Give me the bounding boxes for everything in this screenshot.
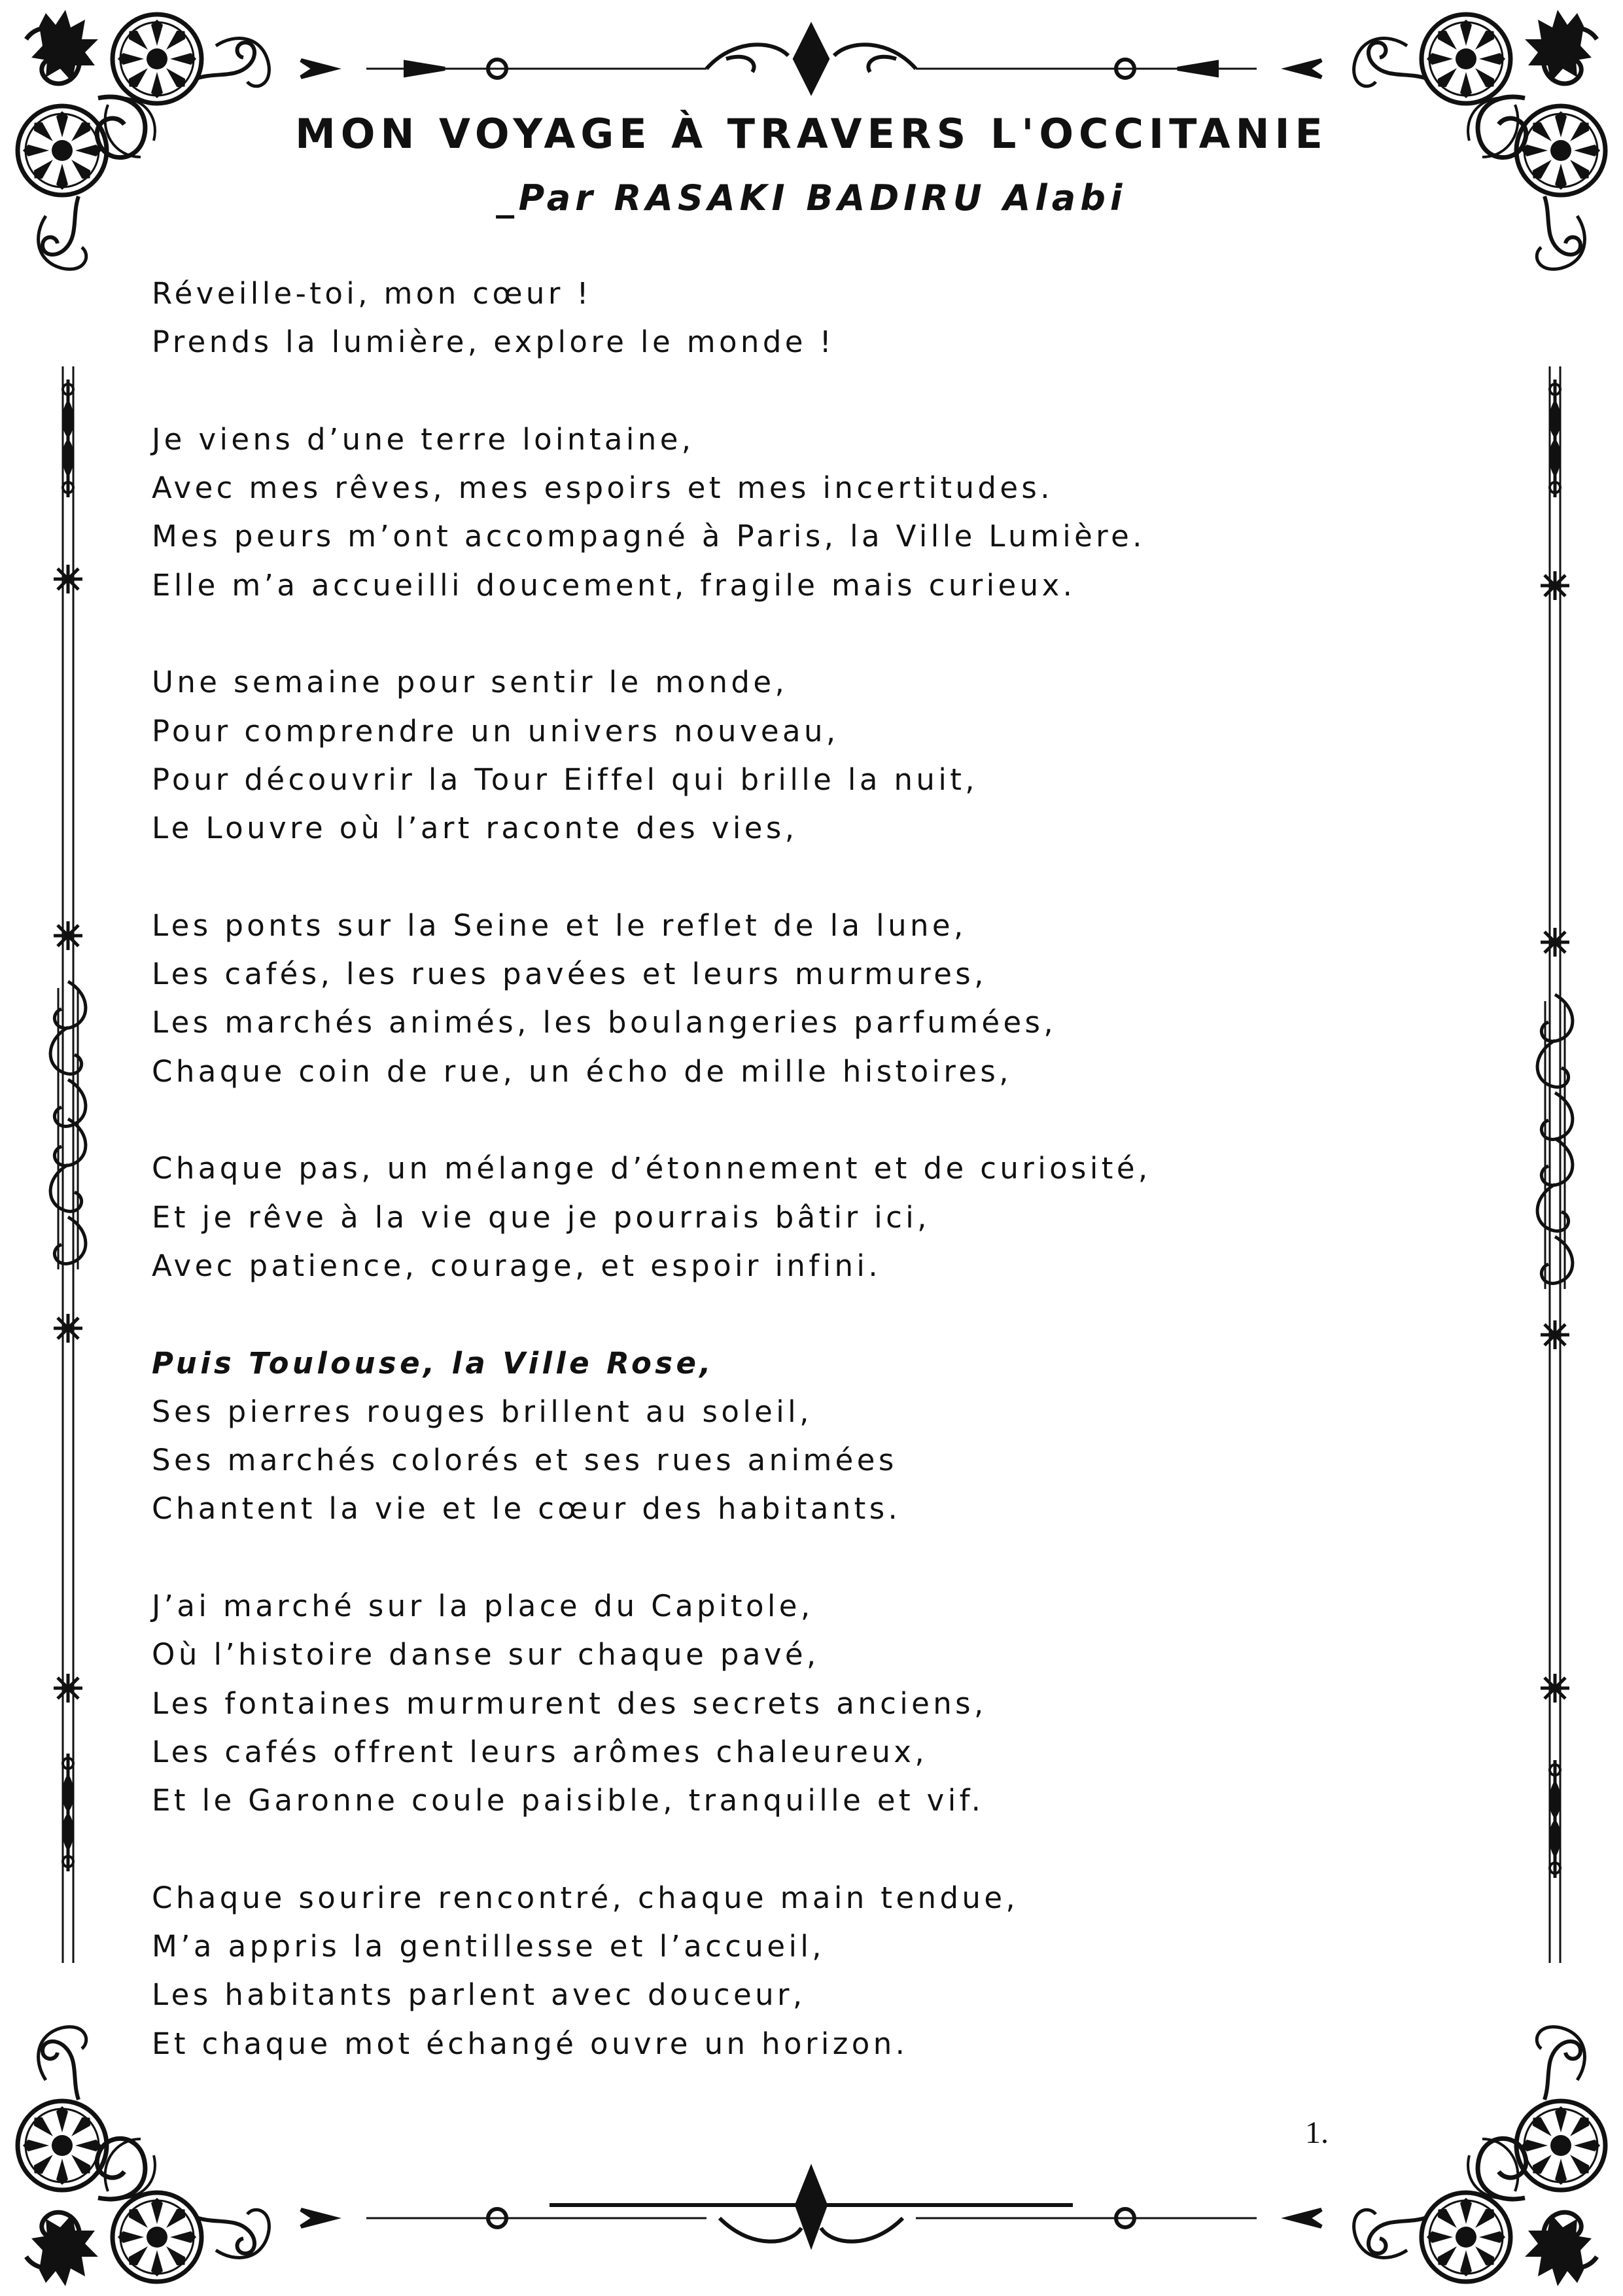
verse-line: Une semaine pour sentir le monde, (152, 665, 788, 700)
verse-line: Les cafés, les rues pavées et leurs murmures, (152, 957, 987, 992)
author-byline: _Par RASAKI BADIRU Alabi (496, 177, 1127, 219)
stanza (152, 1582, 1460, 1825)
verse-line: Les marchés animés, les boulangeries parfumées, (152, 1005, 1057, 1040)
verse-line: Chaque coin de rue, un écho de mille histoires, (152, 1053, 1012, 1089)
verse-line: Les ponts sur la Seine et le reflet de la lune, (152, 908, 967, 943)
top-center-ornament (301, 26, 1321, 92)
verse-line: Pour découvrir la Tour Eiffel qui brille la nuit, (152, 762, 978, 797)
verse-line: Chantent la vie et le cœur des habitants. (152, 1491, 901, 1527)
poem-title: MON VOYAGE À TRAVERS L'OCCITANIE (295, 110, 1328, 158)
verse-line: Où l’histoire danse sur chaque pavé, (152, 1637, 820, 1672)
verse-line: J’ai marché sur la place du Capitole, (152, 1589, 814, 1624)
verse-line: Chaque sourire rencontré, chaque main tendue, (152, 1880, 1019, 1915)
verse-line-emphasis: Puis Toulouse, la Ville Rose, (152, 1345, 714, 1381)
page-number: 1. (1305, 2115, 1329, 2150)
stanza (152, 1144, 1460, 1290)
verse-line: Ses marchés colorés et ses rues animées (152, 1443, 898, 1478)
stanza (152, 270, 1460, 367)
stanza (152, 658, 1460, 853)
verse-line: Les habitants parlent avec douceur, (152, 1977, 806, 2013)
poem-body (152, 270, 1460, 2117)
stanza (152, 415, 1460, 610)
verse-line: Avec mes rêves, mes espoirs et mes incertitudes. (152, 470, 1053, 506)
verse-line: Elle m’a accueilli doucement, fragile mais curieux. (152, 567, 1076, 603)
verse-line: Et je rêve à la vie que je pourrais bâtir ici, (152, 1199, 930, 1235)
verse-line: Ses pierres rouges brillent au soleil, (152, 1394, 812, 1429)
verse-line: Réveille-toi, mon cœur ! (152, 276, 592, 311)
stanza (152, 1339, 1460, 1534)
verse-line: Mes peurs m’ont accompagné à Paris, la Ville Lumière. (152, 519, 1145, 554)
bottom-center-ornament (301, 2169, 1321, 2244)
stanza (152, 1874, 1460, 2068)
verse-line: Chaque pas, un mélange d’étonnement et de curiosité, (152, 1151, 1151, 1186)
stanza (152, 902, 1460, 1096)
verse-line: Je viens d’une terre lointaine, (152, 421, 695, 457)
verse-line: Prends la lumière, explore le monde ! (152, 325, 835, 360)
verse-line: Et chaque mot échangé ouvre un horizon. (152, 2026, 909, 2061)
verse-line: Les fontaines murmurent des secrets anciens, (152, 1686, 987, 1721)
verse-line: M’a appris la gentillesse et l’accueil, (152, 1929, 825, 1964)
verse-line: Et le Garonne coule paisible, tranquille et vif. (152, 1783, 985, 1818)
verse-line: Le Louvre où l’art raconte des vies, (152, 811, 798, 846)
verse-line: Pour comprendre un univers nouveau, (152, 713, 839, 749)
verse-line: Les cafés offrent leurs arômes chaleureux, (152, 1734, 928, 1769)
verse-line: Avec patience, courage, et espoir infini. (152, 1248, 882, 1283)
